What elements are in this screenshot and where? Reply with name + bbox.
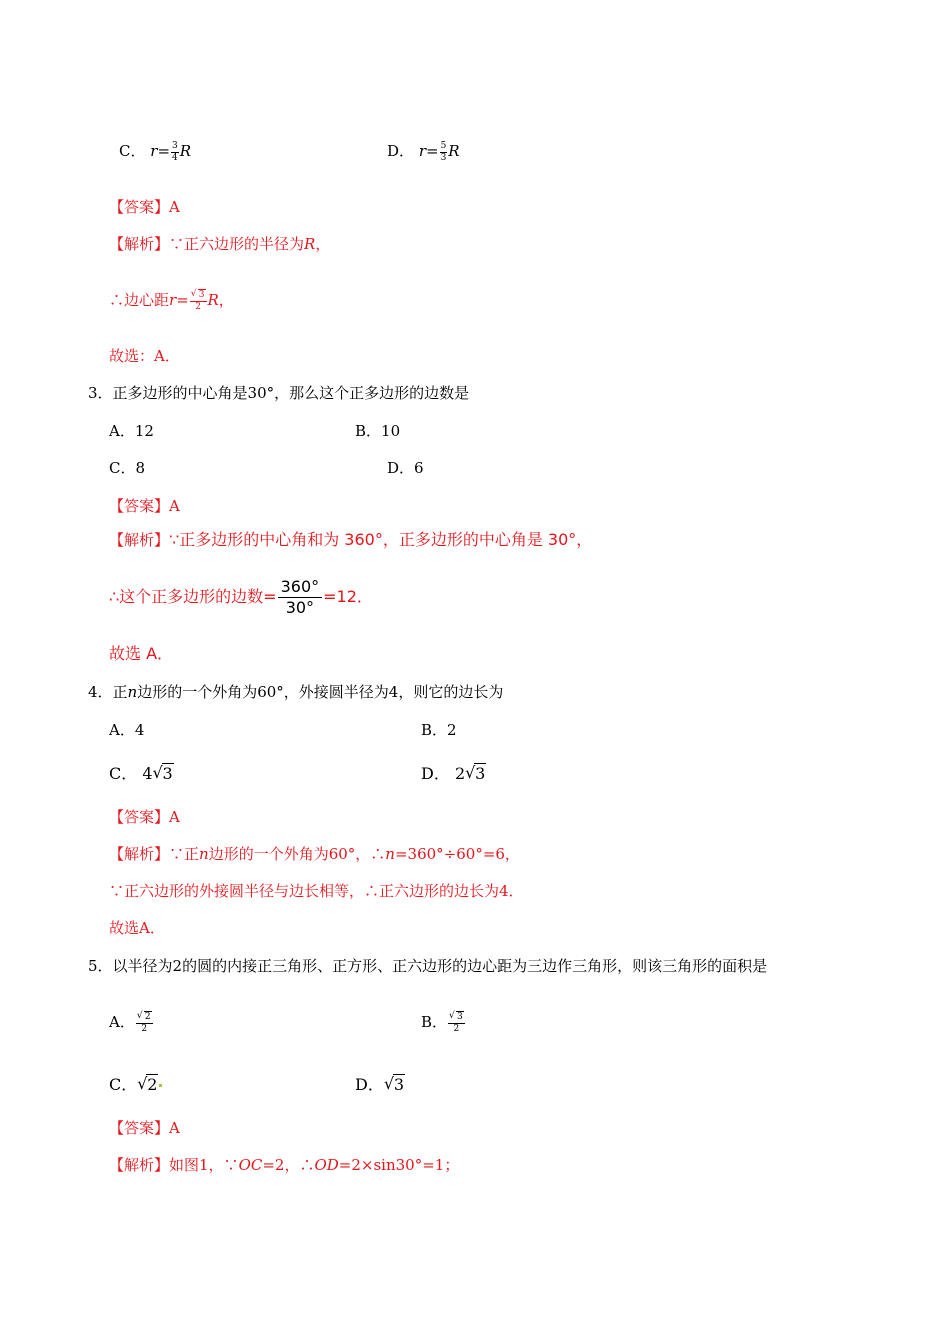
analysis-text: ∵正六边形的半径为 [169, 235, 305, 253]
option-label: C． [109, 764, 138, 783]
analysis-text: ∵正多边形的中心角和为 360°，正多边形的中心角是 30°， [169, 530, 593, 549]
q3-option-c: C．8 [109, 459, 146, 477]
var-R: R [448, 142, 460, 160]
var-n: n [199, 845, 209, 863]
q5-analysis [109, 1155, 459, 1175]
q4-question [88, 682, 503, 702]
var-r: r [418, 142, 426, 160]
q2-step [109, 290, 234, 312]
analysis-text: 如图1，∵ [169, 1156, 239, 1174]
var-R: R [179, 142, 192, 160]
numerator: 5 [440, 140, 447, 151]
q3-choose: 故选 A． [109, 644, 174, 663]
numerator: 3 [172, 140, 178, 151]
numerator [448, 1013, 465, 1024]
q4-option-b: B．2 [421, 721, 457, 739]
analysis-tag: 【解析】 [109, 531, 170, 549]
q4-step: ∵正六边形的外接圆半径与边长相等，∴正六边形的边长为4． [109, 882, 524, 900]
radicand: 3 [475, 764, 486, 783]
analysis-tag: 【解析】 [109, 1156, 170, 1174]
q2-answer: 【答案】A [109, 198, 180, 216]
q5-option-c [109, 1075, 162, 1095]
analysis-text: =2×sin30°=1； [338, 1156, 460, 1174]
q5-option-b [421, 1012, 466, 1034]
option-label: C． [109, 1075, 138, 1094]
q2-analysis [109, 234, 330, 254]
q4-option-a: A．4 [109, 721, 145, 739]
denominator: 2 [141, 1023, 148, 1034]
green-mark [159, 1084, 162, 1087]
step-result: =12． [323, 587, 373, 606]
denominator: 3 [440, 152, 447, 163]
radicand: 3 [162, 764, 173, 783]
q4-option-c [109, 764, 174, 784]
q3-option-b: B．10 [355, 422, 401, 440]
option-label: D． [387, 142, 415, 160]
q5-option-d [355, 1075, 405, 1095]
coefficient: 4 [142, 764, 153, 783]
fraction [136, 1013, 153, 1034]
numerator: 360° [278, 577, 323, 598]
q4-answer: 【答案】A [109, 808, 180, 826]
q3-option-d: D．6 [387, 459, 424, 477]
question-text: 4．正 [88, 683, 128, 701]
analysis-text: =360°÷60°=6， [394, 845, 520, 863]
var-od: OD [314, 1156, 339, 1174]
q5-answer: 【答案】A [109, 1119, 180, 1137]
denominator: 4 [172, 152, 178, 163]
radicand: 2 [144, 1011, 151, 1022]
analysis-text: ∵正 [169, 845, 200, 863]
fraction [448, 1013, 465, 1034]
option-label: C． [119, 142, 146, 160]
q4-choose: 故选A． [109, 919, 165, 937]
q2-option-c [119, 141, 191, 163]
fraction [440, 142, 448, 163]
denominator: 30° [285, 598, 315, 617]
sqrt [449, 1013, 464, 1022]
fraction [278, 577, 323, 618]
equals: = [425, 142, 439, 160]
numerator [136, 1013, 153, 1024]
fraction [190, 291, 207, 312]
equals: = [157, 142, 171, 160]
var-oc: OC [238, 1156, 263, 1174]
analysis-text: 边形的一个外角为60°，∴ [208, 845, 386, 863]
sqrt [137, 1013, 152, 1022]
fraction [171, 142, 179, 163]
q3-step [109, 574, 373, 620]
sqrt [191, 291, 206, 300]
radicand: 3 [457, 1011, 463, 1022]
analysis-tag: 【解析】 [109, 845, 170, 863]
var-n: n [385, 845, 395, 863]
q3-option-a: A．12 [109, 422, 154, 440]
denominator: 2 [195, 301, 201, 312]
option-label: D． [355, 1075, 384, 1094]
denominator: 2 [453, 1023, 460, 1034]
var-r: r [150, 142, 158, 160]
var-R: R [207, 291, 219, 309]
sqrt [153, 764, 174, 784]
analysis-text: =2，∴ [262, 1156, 315, 1174]
question-text: 边形的一个外角为60°，外接圆半径为4，则它的边长为 [137, 683, 504, 701]
var-r: r [169, 291, 177, 309]
q4-option-d [421, 764, 486, 784]
sqrt [465, 764, 486, 784]
sqrt [137, 1075, 158, 1095]
sqrt [384, 1075, 405, 1095]
option-label: B． [421, 1013, 448, 1031]
option-label: A． [109, 1013, 135, 1031]
q2-choose: 故选：A． [109, 347, 180, 365]
q5-question: 5．以半径为2的圆的内接正三角形、正方形、正六边形的边心距为三边作三角形，则该三角形的面积是 [88, 957, 768, 975]
q2-option-d [387, 141, 460, 163]
radicand: 3 [198, 289, 205, 300]
q3-answer: 【答案】A [109, 497, 180, 515]
punct: ， [218, 291, 234, 309]
coefficient: 2 [454, 764, 466, 783]
step-text: ∴边心距 [109, 291, 170, 309]
option-label: D． [421, 764, 450, 783]
q4-analysis [109, 844, 520, 864]
numerator [190, 291, 207, 302]
equals: = [176, 291, 189, 309]
q3-analysis [109, 530, 592, 550]
analysis-tag: 【解析】 [109, 235, 170, 253]
step-text: ∴这个正多边形的边数= [109, 587, 277, 606]
q3-question: 3．正多边形的中心角是30°，那么这个正多边形的边数是 [88, 384, 470, 402]
radicand: 2 [147, 1075, 158, 1094]
var-R: R [304, 235, 316, 253]
q5-option-a [109, 1012, 154, 1034]
radicand: 3 [393, 1075, 405, 1094]
var-n: n [127, 683, 138, 701]
punct: ， [315, 235, 331, 253]
